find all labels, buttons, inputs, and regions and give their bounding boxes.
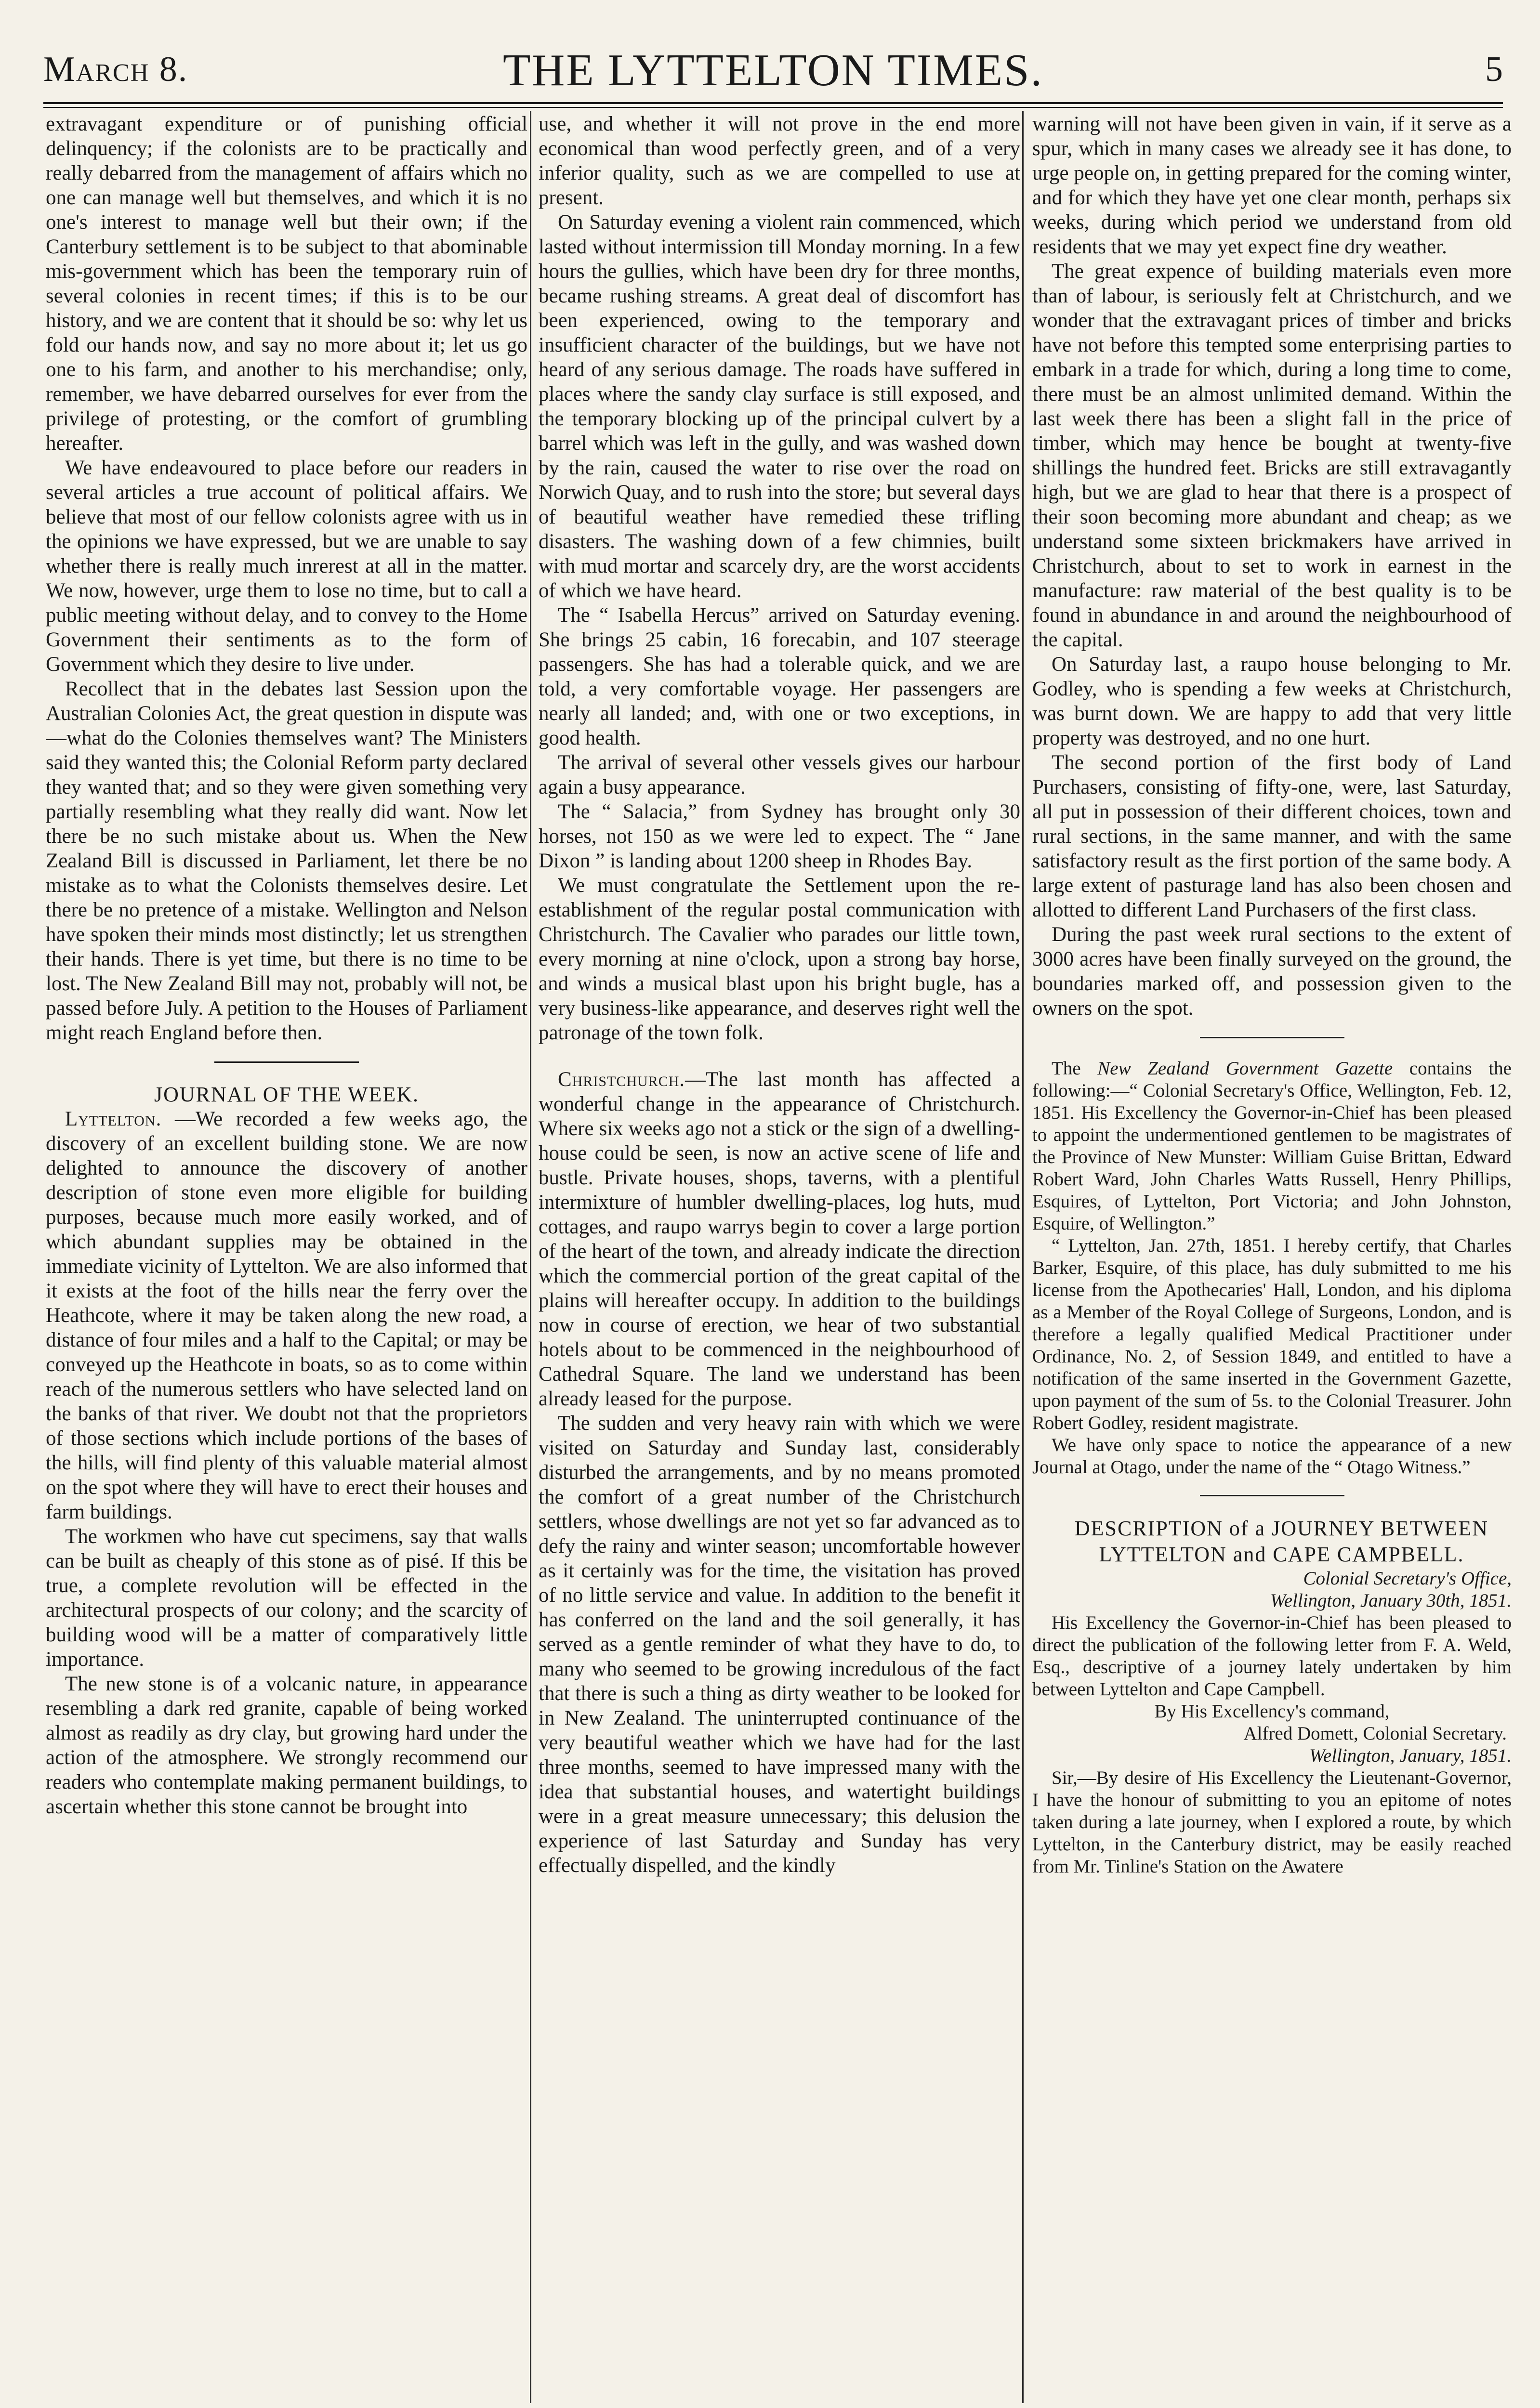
paragraph: extravagant expenditure or of punishing official delinquency; if the colonists are to be practically and really debarred from the management of affairs which no one can manage well but themselves, and which it is no one's interest to manage well but their own; if the Canterbury settlement is to be subject to that abominable mis-government which has been the temporary ruin of several colonies in recent times; if this is to be our history, and we are content that it should be so: why let us fold our hands now, and say no more about it; let us go one to his farm, and another to his merchandise; only, remember, we have debarred ourselves for ever from the privilege of protesting, or the comfort of grumbling hereafter. (46, 113, 527, 455)
paragraph: use, and whether it will not prove in the end more economical than wood perfectly green, and of a very inferior quality, such as we are compelled to use at present. (539, 113, 1020, 209)
article-subheading: LYTTELTON and CAPE CAMPBELL. (1099, 1543, 1464, 1566)
paragraph: We have only space to notice the appearance of a new Journal at Otago, under the name of the “ Otago Witness.” (1032, 1435, 1512, 1478)
paragraph: “ Lyttelton, Jan. 27th, 1851. I hereby certify, that Charles Barker, Esquire, of this place, has duly submitted to me his license from the Apothecaries' Hall, London, and his diploma as a Member of the Royal College of Surgeons, London, and is therefore a legally qualified Medical Practitioner under Ordinance, No. 2, of Session 1849, and entitled to have a notification of the same inserted in the Government Gazette, upon payment of the sum of 5s. to the Colonial Treasurer. John Robert Godley, resident magistrate. (1032, 1235, 1512, 1433)
paragraph: The second portion of the first body of Land Purchasers, consisting of fifty-one, were, last Saturday, all put in possession of their different choices, town and rural sections, in the same manner, and with the same satisfactory result as the first portion of the same body. A large extent of pasturage land has also been chosen and allotted to different Land Purchasers of the first class. (1032, 751, 1512, 921)
section-divider (1200, 1495, 1344, 1496)
paragraph: Lyttelton. —We recorded a few weeks ago, the discovery of an excellent building stone. We are now delighted to announce the discovery of another description of stone even more eligible for building purposes, because much more easily worked, and of which abundant supplies may be obtained in the immediate vicinity of Lyttelton. We are also informed that it exists at the foot of the hills near the ferry over the Heathcote, where it may be taken along the new road, a distance of four miles and a half to the Capital; or may be conveyed up the Heathcote in boats, so as to come within reach of the numerous settlers who have selected land on the banks of that river. We doubt not that the proprietors of those sections which include portions of the bases of the hills, will find plenty of this valuable material almost on the spot where they will have to erect their houses and farm buildings. (46, 1108, 527, 1523)
paragraph: On Saturday evening a violent rain commenced, which lasted without intermission till Monday morning. In a few hours the gullies, which have been dry for three months, became rushing streams. A great deal of discomfort has been experienced, owing to the temporary and insufficient character of the buildings, but we have not heard of any serious damage. The roads have suffered in places where the sandy clay surface is still exposed, and the temporary blocking up of the principal culvert by a barrel which was left in the gully, and was washed down by the rain, caused the water to rise over the road on Norwich Quay, and to rush into the store; but several days of beautiful weather have remedied these trifling disasters. The washing down of a few chimnies, built with mud mortar and scarcely dry, are the worst accidents of which we have heard. (539, 211, 1020, 602)
paragraph: We have endeavoured to place before our readers in several articles a true account of political affairs. We believe that most of our fellow colonists agree with us in the opinions we have expressed, but we are unable to say whether there is really much inrerest at all in the matter. We now, however, urge them to lose no time, but to call a public meeting without delay, and to convey to the Home Government their sentiments as to the form of Government which they desire to live under. (46, 457, 527, 676)
paragraph: The “ Isabella Hercus” arrived on Saturday evening. She brings 25 cabin, 16 forecabin, and 107 steerage passengers. She has had a tolerable quick, and we are told, a very comfortable voyage. Her passengers are nearly all landed; and, with one or two exceptions, in good health. (539, 604, 1020, 749)
paragraph: The arrival of several other vessels gives our harbour again a busy appearance. (539, 751, 1020, 798)
column-3 (1032, 112, 1512, 2404)
paragraph: During the past week rural sections to the extent of 3000 acres have been finally surveyed on the ground, the boundaries marked off, and possession given to the owners on the spot. (1032, 923, 1512, 1020)
masthead (43, 44, 1503, 97)
paragraph: The “ Salacia,” from Sydney has brought only 30 horses, not 150 as we were led to expect. The “ Jane Dixon ” is landing about 1200 sheep in Rhodes Bay. (539, 800, 1020, 872)
paragraph: The sudden and very heavy rain with which we were visited on Saturday and Sunday last, considerably disturbed the arrangements, and by no means promoted the comfort of a great number of the Christchurch settlers, whose dwellings are not yet so far advanced as to defy the rainy and winter season; uncomfortable however as it certainly was for the time, the visitation has proved of no little service and value. In addition to the benefit it has conferred on the land and the soil generally, it has served as a gentle reminder of what they have to do, to many who seemed to be growing incredulous of the fact that there is such a thing as dirty weather to be looked for in New Zealand. The uninterrupted continuance of the very beautiful weather which we have had for the last three months, seemed to have impressed many with the idea that substantial houses, and watertight buildings were in a great measure unnecessary; this delusion the experience of last Saturday and Sunday has very effectually dispelled, and the kindly (539, 1412, 1020, 1877)
column-1 (46, 112, 527, 2404)
section-heading: JOURNAL OF THE WEEK. (154, 1083, 420, 1106)
dateline-place: Christchurch. (558, 1068, 685, 1091)
masthead-rule-thin (43, 107, 1503, 108)
paragraph: The great expence of building materials even more than of labour, is seriously felt at Christchurch, and we wonder that the extravagant prices of timber and bricks have not before this tempted some enterprising parties to embark in a trade for which, during a long time to come, there must be an almost unlimited demand. Within the last week there has been a slight fall in the price of timber, which may hence be bought at twenty-five shillings the hundred feet. Bricks are still extravagantly high, but we are glad to hear that there is a prospect of their soon becoming more abundant and cheap; as we understand some sixteen brickmakers have arrived in Christchurch, about to set to work in earnest in the manufacture: raw material of the best quality is to be found in abundance in and around the neighbourhood of the capital. (1032, 260, 1512, 651)
paragraph: On Saturday last, a raupo house belonging to Mr. Godley, who is spending a few weeks at Christchurch, was burnt down. We are happy to add that very little property was destroyed, and no one hurt. (1032, 653, 1512, 749)
masthead-rule (43, 102, 1503, 104)
paragraph: warning will not have been given in vain, if it serve as a spur, which in many cases we already see it has done, to urge people on, in getting prepared for the coming winter, and for which they have yet one clear month, perhaps six weeks, during which period we understand from old residents that we may yet expect fine dry weather. (1032, 113, 1512, 258)
dateline-place: Lyttelton. (65, 1108, 162, 1130)
column-2 (539, 112, 1020, 2404)
dateline: Wellington, January 30th, 1851. (1270, 1590, 1512, 1611)
signature: Alfred Domett, Colonial Secretary. (1243, 1723, 1507, 1744)
paragraph: The New Zealand Government Gazette contains the following:—“ Colonial Secretary's Office, Wellington, Feb. 12, 1851. His Excellency the Governor-in-Chief has been pleased to appoint the undermentioned gentlemen to be magistrates of the Province of New Munster: William Guise Brittan, Edward Robert Ward, John Charles Watts Russell, Henry Phillips, Esquires, of Lyttelton, Port Victoria; and John Johnston, Esquire, of Wellington.” (1032, 1058, 1512, 1234)
section-divider (214, 1061, 359, 1063)
dateline: Wellington, January, 1851. (1309, 1745, 1512, 1766)
dateline: Colonial Secretary's Office, (1303, 1568, 1512, 1589)
paragraph: Recollect that in the debates last Session upon the Australian Colonies Act, the great question in dispute was—what do the Colonies themselves want? The Ministers said they wanted this; the Colonial Reform party declared they wanted that; and so they were given something very partially resembling what they really did want. Now let there be no such mistake about us. When the New Zealand Bill is discussed in Parliament, let there be no mistake as to what the Colonists themselves desire. Let there be no pretence of a mistake. Wellington and Nelson have spoken their minds most distinctly; let us strengthen their hands. There is yet time, but there is no time to be lost. The New Zealand Bill may not, probably will not, be passed before July. A petition to the Houses of Parliament might reach England before then. (46, 678, 527, 1044)
gazette-notice (1032, 1058, 1512, 1479)
page-number: 5 (1485, 50, 1503, 89)
section-divider (1200, 1037, 1344, 1038)
paragraph: We must congratulate the Settlement upon the re-establishment of the regular postal communication with Christchurch. The Cavalier who parades our little town, every morning at nine o'clock, upon a strong bay horse, and winds a musical blast upon his bright bugle, has a very business-like appearance, and deserves right well the patronage of the town folk. (539, 874, 1020, 1044)
newspaper-title: THE LYTTELTON TIMES. (503, 45, 1043, 95)
paragraph: Christchurch.—The last month has affected a wonderful change in the appearance of Christchurch. Where six weeks ago not a stick or the sign of a dwelling-house could be seen, is now an active scene of life and bustle. Private houses, shops, taverns, with a plentiful intermixture of humbler dwelling-places, log huts, mud cottages, and raupo warrys begin to cover a large portion of the heart of the town, and already indicate the direction which the commercial portion of the great capital of the plains will hereafter occupy. In addition to the buildings now in course of erection, we hear of two substantial hotels about to be commenced in the neighbourhood of Cathedral Square. The land we understand has been already leased for the purpose. (539, 1068, 1020, 1410)
column-divider (530, 111, 531, 2403)
paragraph: The new stone is of a volcanic nature, in appearance resembling a dark red granite, capable of being worked almost as readily as dry clay, but growing hard under the action of the atmosphere. We strongly recommend our readers who contemplate making permanent buildings, to ascertain whether this stone cannot be brought into (46, 1673, 527, 1818)
issue-date: March 8. (43, 50, 188, 89)
command-line: By His Excellency's command, (1154, 1701, 1390, 1722)
paragraph: Sir,—By desire of His Excellency the Lieutenant-Governor, I have the honour of submitting to you an epitome of notes taken during a late journey, when I explored a route, by which Lyttelton, in the Canterbury district, may be easily reached from Mr. Tinline's Station on the Awatere (1032, 1767, 1512, 1877)
column-divider (1022, 111, 1024, 2403)
paragraph: The workmen who have cut specimens, say that walls can be built as cheaply of this stone as of pisé. If this be true, a complete revolution will be effected in the architectural prospects of our colony; and the scarcity of building wood will be a matter of comparatively little importance. (46, 1525, 527, 1671)
article-heading: DESCRIPTION of a JOURNEY BETWEEN (1074, 1517, 1489, 1540)
paragraph: His Excellency the Governor-in-Chief has been pleased to direct the publication of the following letter from F. A. Weld, Esq., descriptive of a journey lately undertaken by him between Lyttelton and Cape Campbell. (1032, 1612, 1512, 1700)
